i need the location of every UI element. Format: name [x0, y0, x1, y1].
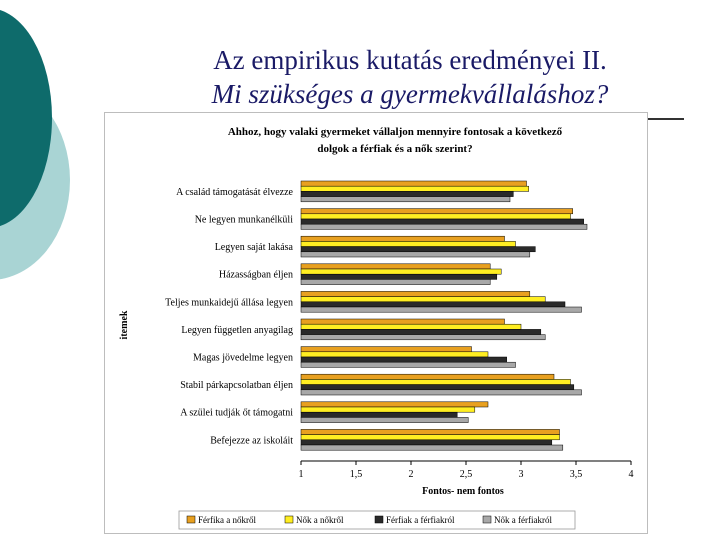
- bar: [301, 390, 582, 395]
- bar: [301, 247, 535, 252]
- bar: [301, 252, 530, 257]
- legend-label: Férfiak a férfiakról: [386, 515, 455, 525]
- bar: [301, 352, 488, 357]
- slide-decoration: [0, 0, 110, 300]
- x-tick-label: 1,5: [349, 469, 363, 480]
- x-tick-label: 3: [518, 469, 524, 480]
- bar: [301, 279, 490, 284]
- x-tick-label: 2: [408, 469, 414, 480]
- category-label: Befejezze az iskoláit: [210, 435, 293, 447]
- legend: [179, 511, 575, 529]
- bar: [301, 335, 545, 340]
- bar: [301, 214, 571, 219]
- bar: [301, 440, 552, 445]
- category-label: Stabil párkapcsolatban éljen: [180, 380, 293, 392]
- category-label: Magas jövedelme legyen: [193, 352, 293, 364]
- bar: [301, 347, 472, 352]
- category-label: Teljes munkaidejű állása legyen: [165, 297, 293, 309]
- category-label: A szülei tudják őt támogatni: [180, 407, 293, 419]
- category-label: Házasságban éljen: [218, 269, 293, 281]
- bar-chart: [105, 113, 647, 533]
- bar: [301, 274, 497, 279]
- legend-label: Nők a nőkről: [296, 515, 344, 525]
- category-label: A család támogatását élvezze: [176, 186, 293, 198]
- legend-swatch: [483, 516, 491, 523]
- x-tick-label: 1: [298, 469, 304, 480]
- bar: [301, 357, 507, 362]
- bar: [301, 445, 563, 450]
- bar: [301, 417, 468, 422]
- slide-title: Az empirikus kutatás eredményei II.: [213, 45, 607, 75]
- category-label: Legyen saját lakása: [214, 242, 293, 254]
- x-tick-label: 2,5: [459, 469, 473, 480]
- bar: [301, 307, 582, 312]
- bar: [301, 435, 560, 440]
- bar: [301, 291, 530, 296]
- bar: [301, 197, 510, 202]
- chart-frame: [104, 112, 648, 534]
- y-axis-label: itemek: [119, 310, 130, 340]
- bar: [301, 219, 584, 224]
- legend-label: Nők a férfiakról: [494, 515, 552, 525]
- bar: [301, 429, 560, 434]
- bar: [301, 302, 565, 307]
- category-label: Ne legyen munkanélküli: [194, 214, 293, 226]
- bar: [301, 329, 541, 334]
- bar: [301, 374, 554, 379]
- legend-label: Férfika a nőkről: [198, 515, 256, 525]
- bar: [301, 362, 516, 367]
- legend-swatch: [375, 516, 383, 523]
- bar: [301, 379, 571, 384]
- slide-subtitle: Mi szükséges a gyermekvállaláshoz?: [211, 79, 609, 109]
- bar: [301, 186, 529, 191]
- bar: [301, 324, 521, 329]
- bar: [301, 412, 457, 417]
- bar: [301, 297, 545, 302]
- chart-title-line2: dolgok a férfiak és a nők szerint?: [317, 143, 473, 155]
- x-tick-label: 3,5: [569, 469, 583, 480]
- bar: [301, 402, 488, 407]
- category-label: Legyen független anyagilag: [181, 324, 293, 336]
- x-tick-label: 4: [628, 469, 634, 480]
- bar: [301, 224, 587, 229]
- bar: [301, 191, 513, 196]
- legend-swatch: [285, 516, 293, 523]
- x-axis-label: Fontos- nem fontos: [422, 486, 504, 497]
- bar: [301, 209, 573, 214]
- bar: [301, 241, 516, 246]
- bar: [301, 269, 501, 274]
- bar: [301, 181, 527, 186]
- bar: [301, 319, 505, 324]
- bar: [301, 407, 475, 412]
- bar: [301, 385, 574, 390]
- bar: [301, 264, 490, 269]
- legend-swatch: [187, 516, 195, 523]
- bar: [301, 236, 505, 241]
- chart-title-line1: Ahhoz, hogy valaki gyermeket vállaljon mennyire fontosak a következő: [227, 126, 563, 138]
